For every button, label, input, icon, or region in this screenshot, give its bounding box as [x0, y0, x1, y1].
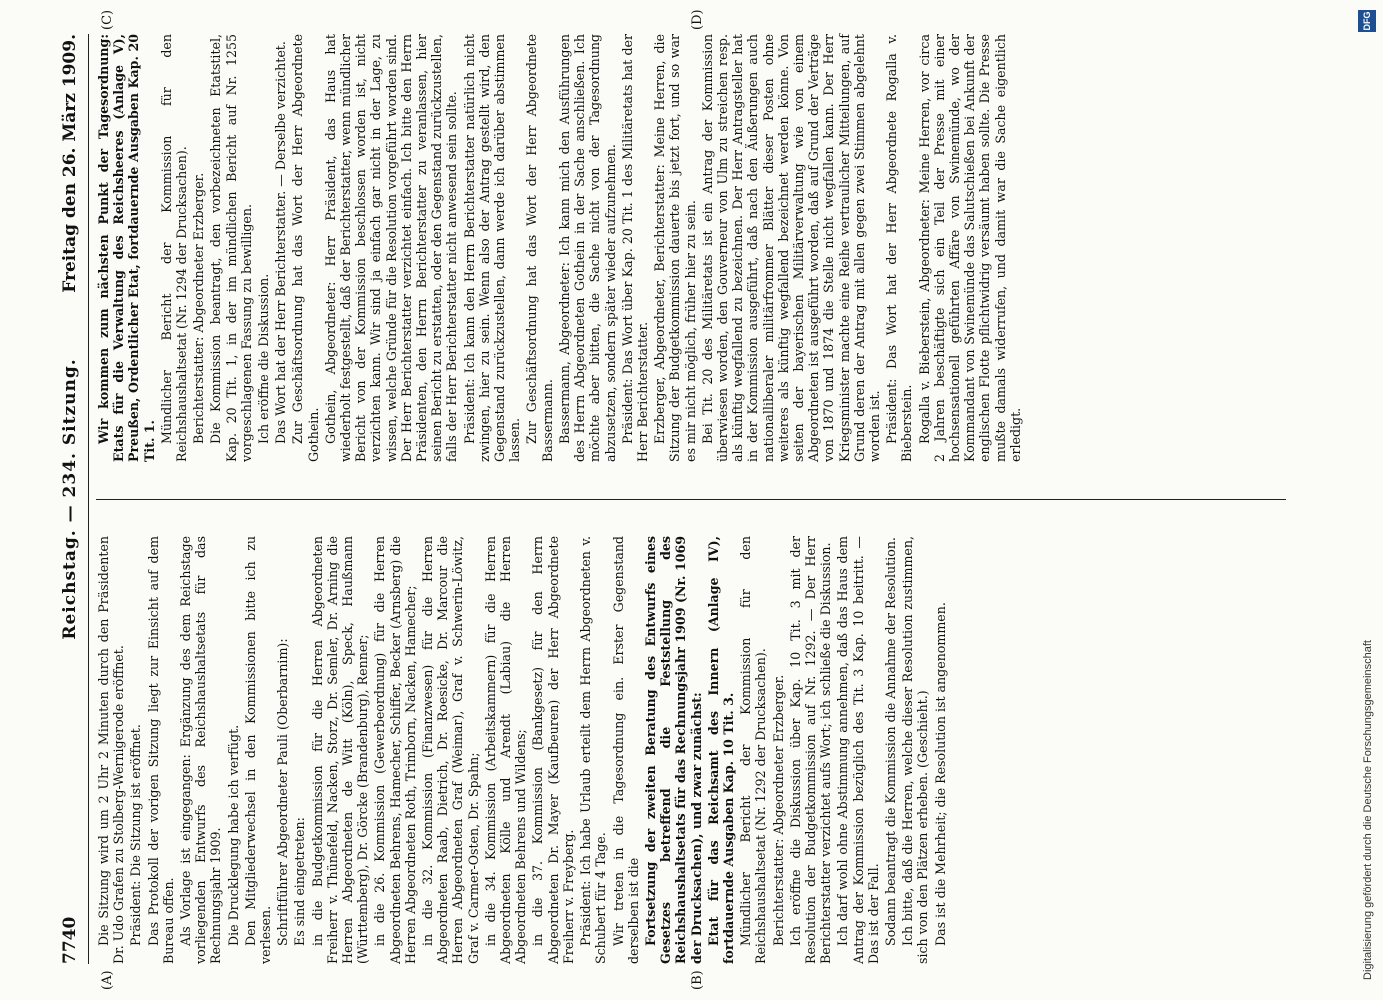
header-rule: [88, 34, 89, 964]
paragraph: Wir kommen zum nächsten Punkt der Tagesordnung: Etats für die Verwaltung des Reichsheeres (Anlage V), Preußen, Ordentlicher Etat, fortdauernde Ausgaben Kap. 20 Tit. 1.: [96, 34, 157, 462]
paragraph: Die Sitzung wird um 2 Uhr 2 Minuten durch den Präsidenten Dr. Udo Grafen zu Stolberg-Wernigerode eröffnet.: [96, 536, 127, 964]
paragraph: Mündlicher Bericht der Kommission für den Reichshaushaltsetat (Nr. 1292 der Drucksachen).: [738, 536, 769, 964]
margin-marker-a: (A): [100, 970, 115, 990]
paragraph: Rogalla v. Bieberstein, Abgeordneter: Meine Herren, vor circa 2 Jahren beschäftigte sich ein Teil der Presse mit einer hochsensationell geführten Affäre von Swinemünde, wo der Kommandant von Swinemünde das Salutschießen bei Ankunft der englischen Flotte pflichtwidrig versäumt haben sollte. Die Presse mußte damals widerrufen, und damit war die Sache eigentlich erledigt.: [916, 34, 1023, 462]
paragraph: Wir treten in die Tagesordnung ein. Erster Gegenstand derselben ist die: [610, 536, 641, 964]
paragraph: Das ist die Mehrheit; die Resolution ist angenommen.: [932, 602, 948, 946]
paragraph: Es sind eingetreten:: [292, 817, 308, 946]
paragraph: Präsident: Die Sitzung ist eröffnet.: [128, 724, 144, 946]
left-column: [96, 536, 950, 964]
paragraph: Ich eröffne die Diskussion über Kap. 10 Tit. 3 mit der Resolution der Budgetkommission auf Nr. 1292. — Der Herr Berichterstatter verzichtet aufs Wort; ich schließe die Diskussion.: [787, 536, 834, 964]
column-divider: [96, 499, 1286, 500]
paragraph: Erzberger, Abgeordneter, Berichterstatter: Meine Herren, die Sitzung der Budgetkommission dauerte bis jetzt fort, und so war es mir nicht möglich, früher hier zu sein.: [652, 34, 698, 462]
paragraph: Zur Geschäftsordnung hat das Wort der Herr Abgeordnete Gothein.: [290, 34, 321, 462]
paragraph: Das Protokoll der vorigen Sitzung liegt zur Einsicht auf dem Bureau offen.: [145, 536, 176, 964]
running-head: [56, 34, 86, 964]
margin-marker-d: (D): [690, 9, 705, 30]
paragraph: in die 32. Kommission (Finanzwesen) für die Herren Abgeordneten Raab, Dietrich, Dr. Roesicke, Dr. Marcour die Herren Abgeordneten Graf (Weimar), Graf v. Schwerin-Löwitz, Graf v. Carmer-Osten, Dr. Spahn;: [420, 536, 481, 964]
paragraph: Das Wort hat der Herr Berichterstatter. — Derselbe verzichtet.: [273, 41, 289, 444]
paragraph: Etat für das Reichsamt des Innern (Anlage IV), fortdauernde Ausgaben Kap. 10 Tit. 3.: [705, 536, 736, 964]
paragraph: Präsident: Ich kann den Herrn Berichterstatter natürlich nicht zwingen, hier zu sein. Wenn also der Antrag gestellt wird, den Gegenstand zurückzustellen, dann werde ich darüber abstimmen lassen.: [461, 34, 523, 462]
digitization-credit: [1356, 0, 1380, 1000]
paragraph: Die Kommission beantragt, den vorbezeichneten Etatstitel, Kap. 20 Tit. 1, in der im mündlichen Bericht auf Nr. 1255 vorgeschlagenen Fassung zu bewilligen.: [208, 34, 254, 462]
paragraph: Präsident: Das Wort hat der Herr Abgeordnete Rogalla v. Bieberstein.: [884, 34, 915, 462]
paragraph: Gothein, Abgeordneter: Herr Präsident, das Haus hat wiederholt festgestellt, daß der Berichterstatter, wenn mündlicher Bericht von der Kommission beschlossen worden ist, nicht verzichten kann. Wir sind ja einfach gar nicht in der Lage, zu wissen, welche Gründe für die Resolution vorgeführt worden sind. Der Herr Berichterstatter verzichtet einfach. Ich bitte den Herrn Präsidenten, den Herrn Berichterstatter zu veranlassen, hier seinen Bericht zu erstatten, oder den Gegenstand zurückzustellen, falls der Herr Berichterstatter nicht anwesend sein sollte.: [322, 34, 460, 462]
paragraph: Bassermann, Abgeordneter: Ich kann mich den Ausführungen des Herrn Abgeordneten Gothein in der Sache anschließen. Ich möchte aber bitten, die Sache nicht von der Tagesordnung abzusetzen, sondern später wieder aufzunehmen.: [556, 34, 618, 462]
page-title: Reichstag. — 234. Sitzung.: [60, 358, 80, 640]
paragraph: in die 37. Kommission (Bankgesetz) für den Herrn Abgeordneten Dr. Mayer (Kaufbeuren) der Herr Abgeordnete Freiherr v. Freyberg.: [530, 536, 576, 964]
paragraph: Den Mitgliederwechsel in den Kommissionen bitte ich zu verlesen.: [242, 536, 274, 964]
paragraph: Bei Tit. 20 des Militäretats ist ein Antrag der Kommission überwiesen worden, den Gouverneur von Ulm zu streichen resp. als künftig wegfallend zu bezeichnen. Der Herr Antragsteller hat in der Kommission ausgeführt, daß nach den Äußerungen auch nationalliberaler militärfrommer Blätter dieser Posten ohne weiteres als künftig wegfallend bezeichnet werden könne. Von seiten der bayerischen Militärverwaltung wie von einem Abgeordneten ist ausgeführt worden, daß auf Grund der Verträge von 1870 und 1874 die Stelle nicht wegfallen kann. Der Herr Kriegsminister machte eine Reihe vertraulicher Mitteilungen, auf Grund deren der Antrag mit allen gegen zwei Stimmen abgelehnt worden ist.: [699, 34, 882, 462]
dfg-logo: DFG: [1358, 10, 1376, 32]
paragraph: Berichterstatter: Abgeordneter Erzberger.: [191, 172, 207, 444]
margin-marker-c: (C): [100, 9, 115, 30]
paragraph: Sodann beantragt die Kommission die Annahme der Resolution.: [882, 537, 898, 946]
paragraph: Fortsetzung der zweiten Beratung des Entwurfs eines Gesetzes betreffend die Feststellung des Reichshaushaltsetats für das Rechnungsjahr 1909 (Nr. 1069 der Drucksachen), und zwar zunächst:: [642, 536, 704, 964]
paragraph: Zur Geschäftsordnung hat das Wort der Herr Abgeordnete Bassermann.: [524, 34, 555, 462]
paragraph: Die Drucklegung habe ich verfügt.: [225, 724, 241, 946]
paragraph: Berichterstatter: Abgeordneter Erzberger.: [770, 674, 786, 946]
credit-text: Digitalisierung gefördert durch die Deutsche Forschungsgemeinschaft: [1362, 640, 1374, 980]
paragraph: Präsident: Ich habe Urlaub erteilt dem Herrn Abgeordneten v. Schubert für 4 Tage.: [578, 536, 609, 964]
right-column: [96, 34, 1025, 462]
paragraph: Ich bitte, daß die Herren, welche dieser Resolution zustimmen, sich von den Plätzen erheben. (Geschieht.): [900, 536, 931, 964]
paragraph: in die 26. Kommission (Gewerbeordnung) für die Herren Abgeordneten Behrens, Hamecher, Schiffer, Becker (Arnsberg) die Herren Abgeordneten Roth, Trimborn, Nacken, Hamecher;: [372, 536, 418, 964]
page-number: 7740: [60, 916, 80, 964]
paragraph: in die 34. Kommission (Arbeitskammern) für die Herren Abgeordneten Kölle und Arendt (Labiau) die Herren Abgeordneten Behrens und Wildens;: [482, 536, 529, 964]
paragraph: Mündlicher Bericht der Kommission für den Reichshaushaltsetat (Nr. 1294 der Drucksachen).: [158, 34, 190, 462]
paragraph: in die Budgetkommission für die Herren Abgeordneten Freiherr v. Thünefeld, Nacken, Storz, Dr. Semler, Dr. Arning die Herren Abgeordneten de Witt (Köln), Speck, Haußmann (Württemberg), Dr. Görcke (Brandenburg), Renner;: [309, 536, 371, 964]
paragraph: Schriftführer Abgeordneter Pauli (Oberbarnim):: [275, 638, 291, 946]
paragraph: Als Vorlage ist eingegangen: Ergänzung des dem Reichstage vorliegenden Entwurfs des Reichshaushaltsetats für das Rechnungsjahr 1909.: [178, 536, 224, 964]
margin-marker-b: (B): [690, 970, 705, 990]
paragraph: Ich darf wohl ohne Abstimmung annehmen, daß das Haus dem Antrag der Kommission bezüglich des Tit. 3 Kap. 10 beitritt. — Das ist der Fall.: [835, 536, 881, 964]
paragraph: Präsident: Das Wort über Kap. 20 Tit. 1 des Militäretats hat der Herr Berichterstatter.: [619, 34, 650, 462]
session-date: Freitag den 26. März 1909.: [60, 34, 80, 293]
paragraph: Ich eröffne die Diskussion.: [256, 273, 272, 444]
